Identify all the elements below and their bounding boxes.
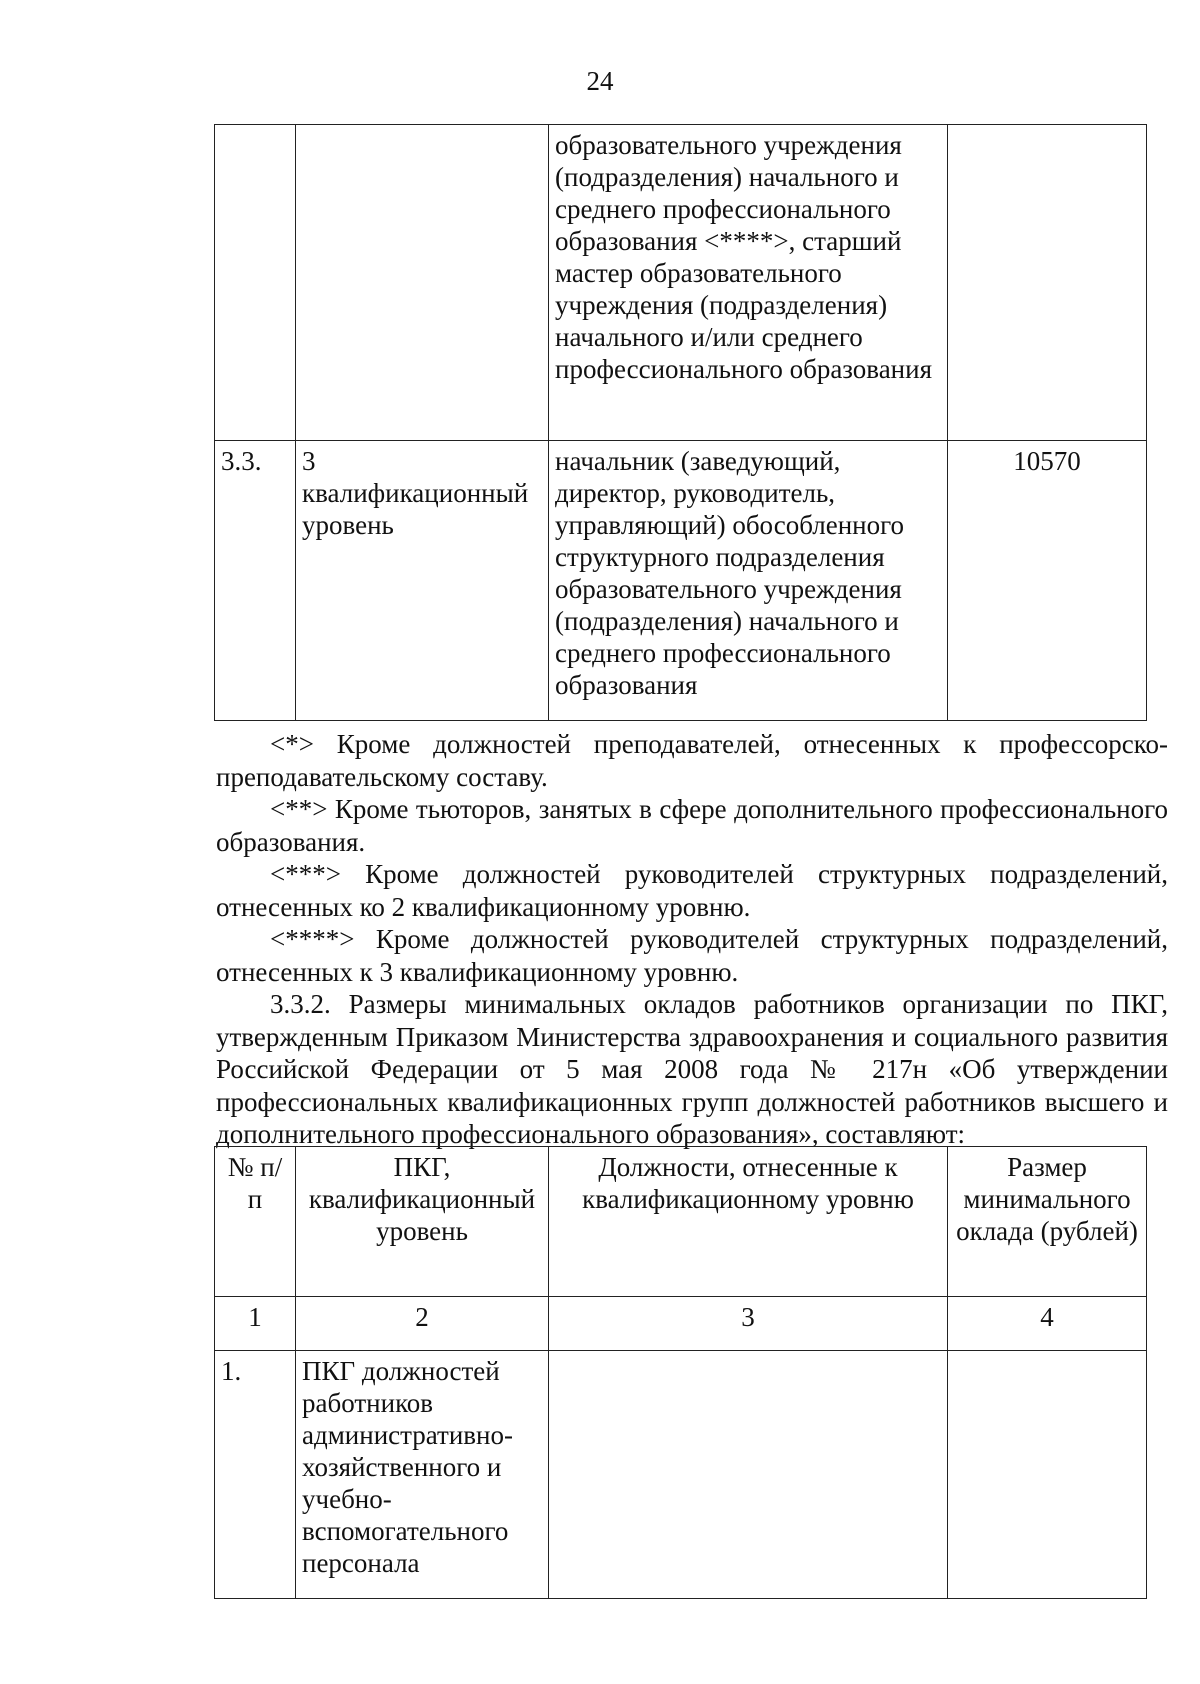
footnote: <**> Кроме тьюторов, занятых в сфере дополнительного профессионального образования. — [216, 794, 1168, 857]
positions-table-continued — [214, 124, 1147, 721]
row-number-cell: 3.3. — [215, 441, 296, 721]
salary-table — [214, 1146, 1147, 1599]
header-salary: Размер минимального оклада (рублей) — [948, 1147, 1147, 1297]
footnotes-section — [216, 728, 1168, 1151]
footnote: <*> Кроме должностей преподавателей, отнесенных к профессорско-преподавательскому составу. — [216, 729, 1168, 792]
footnote: <***> Кроме должностей руководителей структурных подразделений, отнесенных ко 2 квалификационному уровню. — [216, 859, 1168, 922]
salary-cell — [948, 125, 1147, 441]
column-number: 4 — [948, 1297, 1147, 1351]
body-paragraph: 3.3.2. Размеры минимальных окладов работников организации по ПКГ, утвержденным Приказом Министерства здравоохранения и социального развития Российской Федерации от 5 мая 2008 года № 217н «Об утверждении профессиональных квалификационных групп должностей работников высшего и дополнительного профессионального образования», составляют: — [216, 989, 1168, 1149]
salary-cell — [948, 1351, 1147, 1599]
footnote: <****> Кроме должностей руководителей структурных подразделений, отнесенных к 3 квалификационному уровню. — [216, 924, 1168, 987]
qualification-level-cell — [296, 125, 549, 441]
qualification-level-cell: ПКГ должностей работников административно-хозяйственного и учебно-вспомогательного персонала — [296, 1351, 549, 1599]
column-number: 1 — [215, 1297, 296, 1351]
positions-cell: начальник (заведующий, директор, руководитель, управляющий) обособленного структурного подразделения образовательного учреждения (подразделения) начального и среднего профессионального образования — [549, 441, 948, 721]
header-qualification-level: ПКГ, квалификационный уровень — [296, 1147, 549, 1297]
table-row — [215, 441, 1147, 721]
header-positions: Должности, отнесенные к квалификационному уровню — [549, 1147, 948, 1297]
column-number: 2 — [296, 1297, 549, 1351]
row-number-cell — [215, 125, 296, 441]
qualification-level-cell: 3 квалификационный уровень — [296, 441, 549, 721]
page-number: 24 — [586, 66, 614, 96]
table-row — [215, 125, 1147, 441]
positions-cell: образовательного учреждения (подразделения) начального и среднего профессионального образования <****>, старший мастер образовательного учреждения (подразделения) начального и/или среднего профессионального образования — [549, 125, 948, 441]
salary-cell: 10570 — [948, 441, 1147, 721]
column-number: 3 — [549, 1297, 948, 1351]
positions-cell — [549, 1351, 948, 1599]
table-row — [215, 1351, 1147, 1599]
header-number: № п/п — [215, 1147, 296, 1297]
row-number-cell: 1. — [215, 1351, 296, 1599]
header-row — [215, 1147, 1147, 1297]
column-number-row — [215, 1297, 1147, 1351]
